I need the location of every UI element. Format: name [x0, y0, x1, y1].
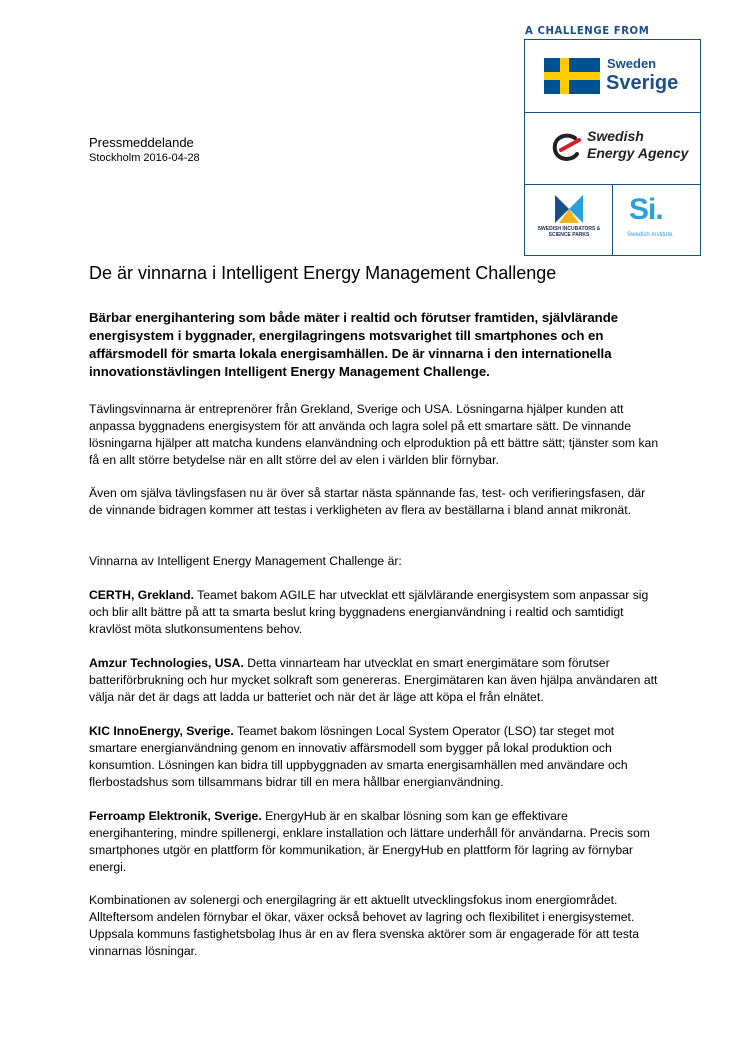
- challenge-from-label: A CHALLENGE FROM: [525, 24, 650, 37]
- sisp-logo-text: SWEDISH INCUBATORS & SCIENCE PARKS: [537, 226, 601, 238]
- swedish-flag-icon: [544, 58, 600, 94]
- body-paragraph-1: Tävlingsvinnarna är entreprenörer från Grekland, Sverige och USA. Lösningarna hjälper kunden att anpassa byggnadens energisystem för att använda och lagra solel på ett smartare sätt. De vinnande lösningarna hjälper att matcha kundens elanvändning och elproduktion på ett bättre sätt; tjänster som kan få en allt större betydelse när en allt större del av elen i världen blir förnybar.: [89, 402, 659, 467]
- sweden-logo-text: Sweden: [607, 56, 657, 71]
- sisp-triangles-icon: [555, 195, 583, 223]
- winner-ferroamp-name: Ferroamp Elektronik, Sverige.: [89, 809, 262, 823]
- winner-certh: [89, 587, 659, 638]
- sverige-logo-text: Sverige: [606, 72, 679, 94]
- winner-kic: [89, 723, 659, 791]
- energy-agency-swirl-icon: [549, 130, 585, 166]
- si-logo-mark: Si.: [629, 193, 663, 226]
- swedish-institute-logo: [613, 185, 700, 255]
- energy-agency-line2: Energy Agency: [587, 145, 689, 161]
- swedish-energy-agency-logo: [525, 112, 700, 185]
- press-release-date: Stockholm 2016-04-28: [89, 152, 200, 164]
- si-logo-text: Swedish Institute.: [627, 232, 675, 238]
- winner-kic-name: KIC InnoEnergy, Sverige.: [89, 724, 234, 738]
- winner-amzur-name: Amzur Technologies, USA.: [89, 656, 244, 670]
- winner-kic-text: Teamet bakom lösningen Local System Operator (LSO) tar steget mot smartare energianvändning genom en innovativ affärsmodell som bygger på lokal produktion och konsumtion. Lösningen kan bidra till uppbyggnaden av smarta energisamhällen med användare och flerbostadshus som tillsammans bidrar till en mera hållbar energianvändning.: [89, 724, 628, 789]
- sisp-logo: [525, 185, 613, 255]
- body-paragraph-2: Även om själva tävlingsfasen nu är över så startar nästa spännande fas, test- och verifieringsfasen, där de vinnande bidragen kommer att testas i verkligheten av flera av beställarna i bland annat mikronät.: [89, 486, 646, 517]
- page-title: De är vinnarna i Intelligent Energy Management Challenge: [89, 263, 557, 283]
- winner-certh-text: Teamet bakom AGILE har utvecklat ett självlärande energisystem som anpassar sig och blir allt bättre på att ta smarta beslut kring byggnadens energianvändning i realtid och samtidigt kravlöst möta slutkonsumentens behov.: [89, 588, 649, 636]
- press-release-label: Pressmeddelande: [89, 135, 194, 150]
- body-paragraph-final: Kombinationen av solenergi och energilagring är ett aktuellt utvecklingsfokus inom energiområdet. Allteftersom andelen förnybar el ökar, växer också behovet av lagring och flexibilitet i energisystemet. Uppsala kommuns fastighetsbolag Ihus är en av flera svenska aktörer som är engagerade för att testa vinnarnas lösningar.: [89, 893, 640, 958]
- sweden-sverige-logo: [525, 40, 700, 113]
- winner-ferroamp: [89, 808, 659, 876]
- winners-intro: Vinnarna av Intelligent Energy Management Challenge är:: [89, 554, 402, 568]
- lead-paragraph: Bärbar energihantering som både mäter i realtid och förutser framtiden, självlärande energisystem i byggnader, energilagringens motsvarighet till smartphones och en affärsmodell för smarta lokala energisamhällen. De är vinnarna i den internationella innovationstävlingen Intelligent Energy Management Challenge.: [89, 310, 619, 379]
- winner-amzur: [89, 655, 659, 706]
- sponsor-logos: [524, 39, 701, 256]
- winner-amzur-text: Detta vinnarteam har utvecklat en smart energimätare som förutser batteriförbrukning och hur mycket solkraft som genereras. Energimätaren kan även hjälpa användaren att välja när det är dags att ladda ur batteriet och när det är läge att köpa el från elnätet.: [89, 656, 658, 704]
- winner-certh-name: CERTH, Grekland.: [89, 588, 194, 602]
- winner-ferroamp-text: EnergyHub är en skalbar lösning som kan ge effektivare energihantering, mindre spillenergi, enklare installation och lättare underhåll för användarna. Precis som smartphones utgör en plattform för kommunikation, är EnergyHub en plattform för lagring av förnybar energi.: [89, 809, 650, 874]
- energy-agency-line1: Swedish: [587, 128, 644, 144]
